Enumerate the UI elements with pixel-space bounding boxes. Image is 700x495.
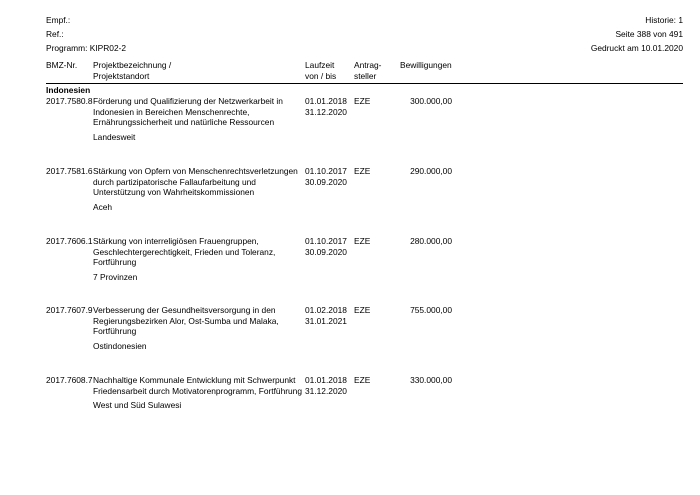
column-header-antrag-line2: steller [354, 70, 377, 81]
start-date: 01.01.2018 [305, 96, 347, 106]
column-header-projekt-line2: Projektstandort [93, 70, 150, 81]
antragsteller: EZE [354, 166, 371, 176]
start-date: 01.10.2017 [305, 166, 347, 176]
column-header-laufzeit-line2: von / bis [305, 70, 337, 81]
empf-label: Empf.: [46, 15, 71, 25]
project-location: 7 Provinzen [93, 271, 138, 282]
project-title: Stärkung von Opfern von Menschenrechtsverletzungen durch partizipatorische Fallaufarbeitung und Unterstützung von Wahrheitskommissionen [93, 166, 298, 197]
project-location: Ostindonesien [93, 340, 147, 351]
start-date: 01.02.2018 [305, 305, 347, 315]
bewilligung-amount: 290.000,00 [410, 166, 452, 176]
bmz-number: 2017.7606.1 [46, 236, 93, 246]
column-header-bewilligungen: Bewilligungen [400, 60, 452, 70]
bewilligung-amount: 330.000,00 [410, 375, 452, 385]
ref-label: Ref.: [46, 29, 64, 39]
start-date: 01.10.2017 [305, 236, 347, 246]
print-date: Gedruckt am 10.01.2020 [590, 43, 683, 53]
end-date: 30.09.2020 [305, 176, 347, 187]
bmz-number: 2017.7608.7 [46, 375, 93, 385]
end-date: 30.09.2020 [305, 246, 347, 257]
column-header-bmz-nr: BMZ-Nr. [46, 60, 78, 70]
bewilligung-amount: 755.000,00 [410, 305, 452, 315]
project-title: Nachhaltige Kommunale Entwicklung mit Schwerpunkt Friedensarbeit durch Motivatorenprogramm, Fortführung [93, 375, 303, 396]
project-cell [93, 375, 305, 411]
table-row [0, 236, 700, 306]
laufzeit-cell [305, 375, 347, 396]
programm-label: Programm: KIPR02-2 [46, 43, 127, 53]
laufzeit-cell [305, 166, 347, 187]
laufzeit-cell [305, 305, 347, 326]
column-header-laufzeit [305, 60, 336, 81]
column-header-projekt-line1: Projektbezeichnung / [93, 60, 172, 70]
column-header-projekt [93, 60, 171, 81]
column-header-laufzeit-line1: Laufzeit [305, 60, 335, 70]
antragsteller: EZE [354, 305, 371, 315]
project-cell [93, 305, 305, 351]
bewilligung-amount: 280.000,00 [410, 236, 452, 246]
end-date: 31.12.2020 [305, 106, 347, 117]
bmz-number: 2017.7581.6 [46, 166, 93, 176]
laufzeit-cell [305, 96, 347, 117]
project-cell [93, 166, 305, 212]
antragsteller: EZE [354, 96, 371, 106]
project-location: Landesweit [93, 131, 136, 142]
end-date: 31.12.2020 [305, 385, 347, 396]
antragsteller: EZE [354, 375, 371, 385]
table-row [0, 166, 700, 236]
start-date: 01.01.2018 [305, 375, 347, 385]
historie-label: Historie: 1 [645, 15, 683, 25]
project-cell [93, 96, 305, 142]
project-location: West und Süd Sulawesi [93, 400, 182, 410]
table-row [0, 96, 700, 166]
country-heading: Indonesien [46, 85, 91, 95]
project-cell [93, 236, 305, 282]
end-date: 31.01.2021 [305, 315, 347, 326]
table-row [0, 305, 700, 375]
column-header-antrag-line1: Antrag- [354, 60, 382, 70]
antragsteller: EZE [354, 236, 371, 246]
header-divider [46, 83, 683, 84]
bmz-number: 2017.7607.9 [46, 305, 93, 315]
project-title: Förderung und Qualifizierung der Netzwerkarbeit in Indonesien in Bereichen Menschenrechte, Ernährungssicherheit und natürliche Ressourcen [93, 96, 283, 127]
project-title: Stärkung von interreligiösen Frauengruppen, Geschlechtergerechtigkeit, Frieden und Toleranz, Fortführung [93, 236, 276, 267]
laufzeit-cell [305, 236, 347, 257]
project-title: Verbesserung der Gesundheitsversorgung in den Regierungsbezirken Alor, Ost-Sumba und Malaka, Fortführung [93, 305, 279, 336]
table-row [0, 375, 700, 445]
bmz-number: 2017.7580.8 [46, 96, 93, 106]
page-number: Seite 388 von 491 [615, 29, 683, 39]
column-header-antragsteller [354, 60, 381, 81]
bewilligung-amount: 300.000,00 [410, 96, 452, 106]
project-location: Aceh [93, 201, 113, 212]
